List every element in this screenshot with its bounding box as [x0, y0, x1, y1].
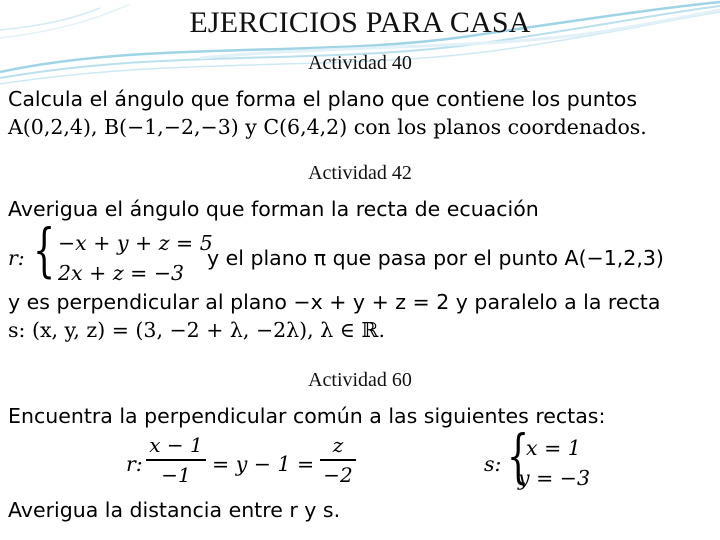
brace-icon: { — [33, 216, 56, 284]
activity-42-line-4: s: (x, y, z) = (3, −2 + λ, −2λ), λ ∈ ℝ. — [8, 318, 385, 342]
activity-60-heading: Actividad 60 — [308, 369, 412, 391]
activity-42-line-1: Averigua el ángulo que forman la recta de ecuación — [8, 197, 539, 221]
fraction-bar — [320, 459, 356, 461]
activity-60-s-eq-2: y = −3 — [518, 466, 591, 490]
fraction-z-denominator: −2 — [323, 462, 353, 487]
activity-42-line-3: y es perpendicular al plano −x + y + z = 2 y paralelo a la recta — [8, 290, 661, 314]
activity-60-r-label: r: — [126, 452, 143, 476]
fraction-bar — [146, 459, 206, 461]
activity-42-line-2: y el plano π que pasa por el punto A(−1,2,3) — [207, 246, 664, 270]
activity-60-s-eq-1: x = 1 — [526, 436, 581, 460]
fraction-z — [320, 433, 356, 487]
fraction-x-numerator: x − 1 — [149, 433, 203, 457]
fraction-x-denominator: −1 — [161, 462, 191, 487]
slide-title: EJERCICIOS PARA CASA — [189, 6, 531, 39]
activity-40-heading: Actividad 40 — [308, 52, 412, 74]
activity-60-equals: = y − 1 = — [212, 452, 315, 476]
fraction-x — [146, 433, 206, 487]
activity-40-line-1: Calcula el ángulo que forma el plano que contiene los puntos — [8, 87, 638, 111]
activity-60-s-label: s: — [484, 452, 502, 476]
activity-42-r-label: r: — [8, 246, 25, 270]
activity-60-line-2: Averigua la distancia entre r y s. — [8, 498, 341, 522]
fraction-z-numerator: z — [332, 433, 344, 457]
activity-40-line-2: A(0,2,4), B(−1,−2,−3) y C(6,4,2) con los planos coordenados. — [8, 115, 647, 139]
activity-42-eq-2: 2x + z = −3 — [58, 261, 185, 285]
activity-42-eq-1: −x + y + z = 5 — [58, 231, 213, 255]
activity-60-line-1: Encuentra la perpendicular común a las siguientes rectas: — [8, 404, 606, 428]
activity-42-heading: Actividad 42 — [308, 162, 412, 184]
brace-icon: { — [507, 422, 530, 490]
